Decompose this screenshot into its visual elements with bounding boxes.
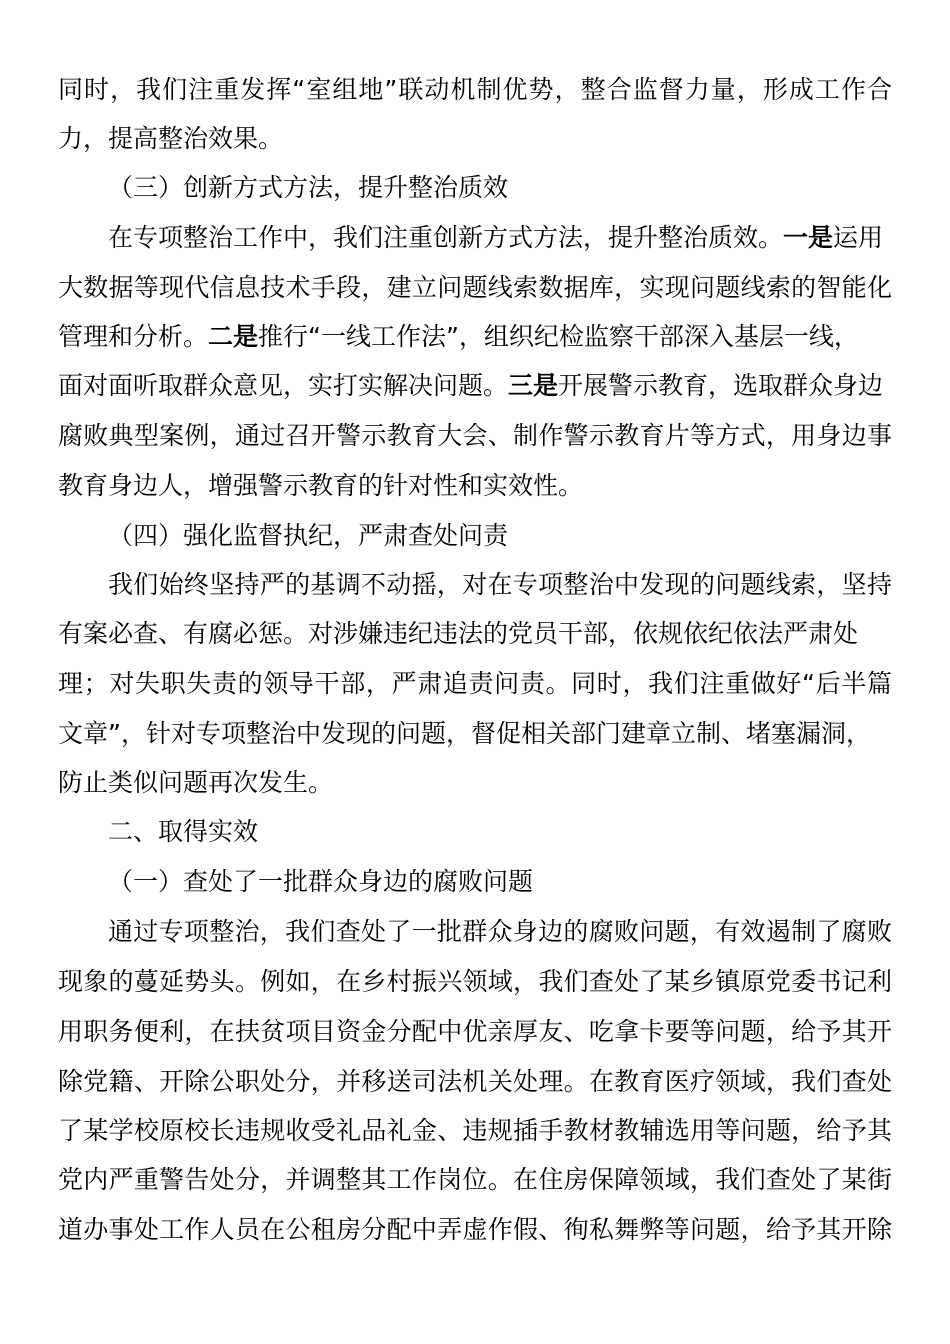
text-segment: 管理和分析。 (58, 322, 209, 351)
text-line: 教育身边人，增强警示教育的针对性和实效性。 (58, 471, 584, 500)
text-line: 除党籍、开除公职处分，并移送司法机关处理。在教育医疗领域，我们查处 (58, 1067, 892, 1096)
emphasis-text: 一是 (783, 223, 834, 252)
text-line: 道办事处工作人员在公租房分配中弄虚作假、徇私舞弊等问题，给予其开除 (58, 1215, 892, 1244)
text-line: 用职务便利，在扶贫项目资金分配中优亲厚友、吃拿卡要等问题，给予其开 (58, 1017, 892, 1046)
text-segment: 开展警示教育，选取群众身边 (558, 371, 884, 400)
text-line: 了某学校原校长违规收受礼品礼金、违规插手教材教辅选用等问题，给予其 (58, 1116, 892, 1145)
text-line: 腐败典型案例，通过召开警示教育大会、制作警示教育片等方式，用身边事 (58, 421, 892, 450)
text-segment: 运用 (833, 223, 884, 252)
text-line (58, 366, 892, 406)
text-line: 有案必查、有腐必惩。对涉嫌违纪违法的党员干部，依规依纪依法严肃处 (58, 619, 859, 648)
chapter-heading: 二、取得实效 (108, 817, 259, 846)
text-line: 通过专项整治，我们查处了一批群众身边的腐败问题，有效遏制了腐败 (108, 917, 892, 946)
text-line: 我们始终坚持严的基调不动摇，对在专项整治中发现的问题线索，坚持 (108, 570, 892, 599)
text-line (108, 218, 892, 258)
text-segment: 在专项整治工作中，我们注重创新方式方法，提升整治质效。 (108, 223, 784, 252)
emphasis-text: 二是 (208, 322, 259, 351)
text-segment: 推行“一线工作法”，组织纪检监察干部深入基层一线， (258, 322, 859, 351)
text-line: 党内严重警告处分，并调整其工作岗位。在住房保障领域，我们查处了某街 (58, 1165, 892, 1194)
text-line: 大数据等现代信息技术手段，建立问题线索数据库，实现问题线索的智能化 (58, 273, 892, 302)
section-heading: （三）创新方式方法，提升整治质效 (108, 173, 509, 202)
text-line: 理；对失职失责的领导干部，严肃追责问责。同时，我们注重做好“后半篇 (58, 669, 892, 698)
text-line: 现象的蔓延势头。例如，在乡村振兴领域，我们查处了某乡镇原党委书记利 (58, 967, 892, 996)
text-line: 文章”，针对专项整治中发现的问题，督促相关部门建章立制、堵塞漏洞， (58, 719, 871, 748)
section-heading: （四）强化监督执纪，严肃查处问责 (108, 521, 509, 550)
emphasis-text: 三是 (508, 371, 559, 400)
text-line (58, 317, 892, 357)
text-line: 同时，我们注重发挥“室组地”联动机制优势，整合监督力量，形成工作合 (58, 75, 892, 104)
text-line: 防止类似问题再次发生。 (58, 768, 334, 797)
text-line: 力，提高整治效果。 (58, 124, 284, 153)
text-segment: 面对面听取群众意见，实打实解决问题。 (58, 371, 509, 400)
section-heading: （一）查处了一批群众身边的腐败问题 (108, 867, 534, 896)
